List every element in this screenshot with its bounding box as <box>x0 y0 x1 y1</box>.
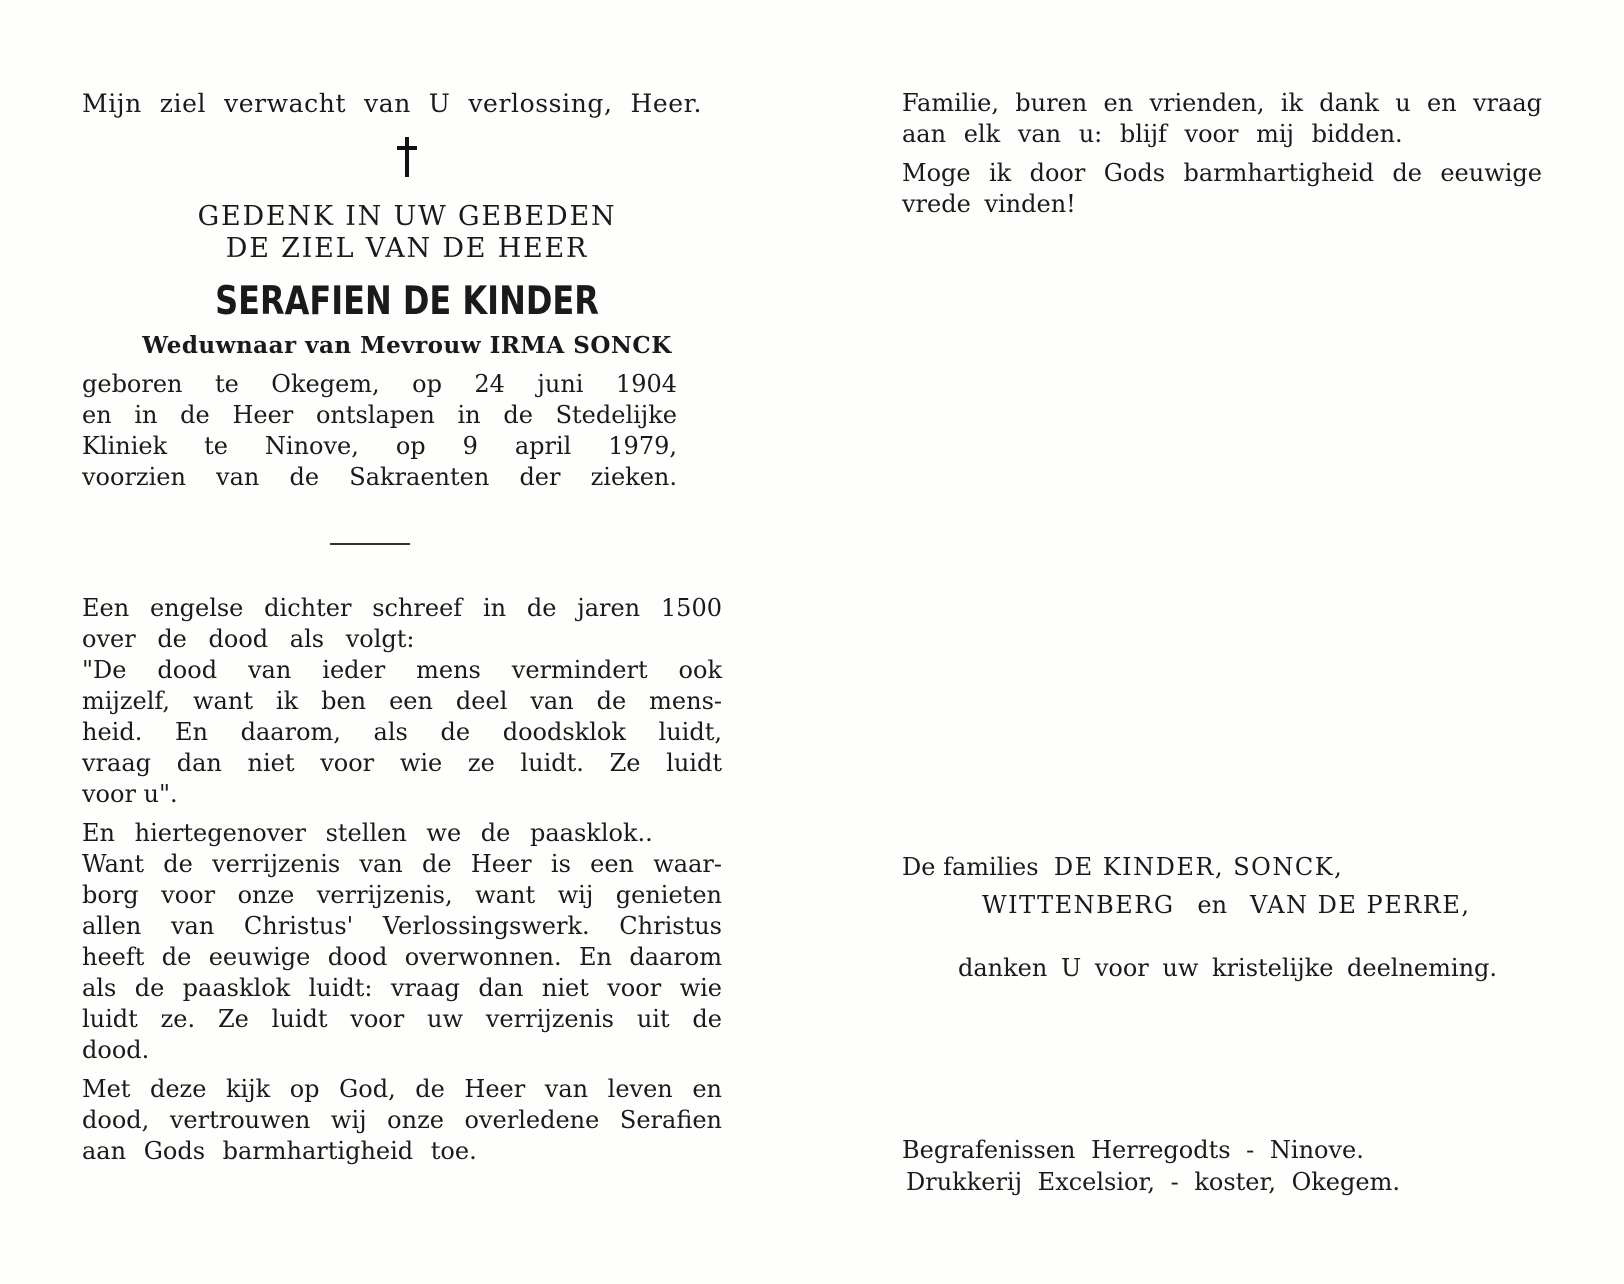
poem-line: heeft de eeuwige dood overwonnen. En daarom <box>82 943 722 971</box>
families-line-2 <box>902 886 1542 924</box>
poem-line: borg voor onze verrijzenis, want wij genieten <box>82 881 722 909</box>
family-request <box>902 88 1542 150</box>
poem-line: aan Gods barmhartigheid toe. <box>82 1137 477 1165</box>
heading-line-1: GEDENK IN UW GEBEDEN <box>197 201 617 232</box>
biography <box>82 369 677 493</box>
printer-credits <box>902 1134 1400 1198</box>
poem-line: vraag dan niet voor wie ze luidt. Ze luidt <box>82 749 722 777</box>
poem-line: Een engelse dichter schreef in de jaren 1500 <box>82 594 722 622</box>
bio-line: Kliniek te Ninove, op 9 april 1979, <box>82 432 677 460</box>
families-line-1 <box>902 848 1542 886</box>
right-panel <box>902 88 1542 228</box>
family-wittenberg: WITTENBERG <box>982 891 1175 919</box>
bio-line: en in de Heer ontslapen in de Stedelijke <box>82 401 677 429</box>
poem-line: over de dood als volgt: <box>82 625 415 653</box>
wish-line: Moge ik door Gods barmhartigheid de eeuwige <box>902 159 1542 187</box>
poem-line: En hiertegenover stellen we de paasklok.. <box>82 819 653 847</box>
families-names-1: DE KINDER, SONCK, <box>1053 853 1344 881</box>
poem-line: Met deze kijk op God, de Heer van leven en <box>82 1075 722 1103</box>
poem-line: mijzelf, want ik ben een deel van de mens- <box>82 687 722 715</box>
bio-line: voorzien van de Sakraenten der zieken. <box>82 463 677 491</box>
spouse-name: IRMA SONCK <box>489 332 672 359</box>
poem-line: als de paasklok luidt: vraag dan niet voor wie <box>82 974 722 1002</box>
divider <box>330 543 410 545</box>
funeral-director: Begrafenissen Herregodts - Ninove. <box>902 1136 1364 1164</box>
memorial-heading <box>82 201 732 265</box>
printer: Drukkerij Excelsior, - koster, Okegem. <box>906 1168 1400 1196</box>
peace-wish <box>902 158 1542 220</box>
poem-paragraph <box>82 818 722 1066</box>
deceased-name: SERAFIEN DE KINDER <box>215 279 599 324</box>
opening-verse: Mijn ziel verwacht van U verlossing, Heer. <box>82 89 702 118</box>
poem-line: voor u". <box>82 780 178 808</box>
latin-cross-icon <box>82 137 732 181</box>
heading-line-2: DE ZIEL VAN DE HEER <box>225 233 589 264</box>
poem-line: dood, vertrouwen wij onze overledene Serafien <box>82 1106 722 1134</box>
families-conjunction: en <box>1197 891 1228 919</box>
poem-line: dood. <box>82 1036 150 1064</box>
poem-line: Want de verrijzenis van de Heer is een waar- <box>82 850 722 878</box>
bio-line: geboren te Okegem, op 24 juni 1904 <box>82 370 677 398</box>
families-list <box>902 848 1542 924</box>
left-panel <box>82 88 722 1175</box>
families-prefix: De families <box>902 853 1039 881</box>
wish-line: vrede vinden! <box>902 190 1076 218</box>
request-line: aan elk van u: blijf voor mij bidden. <box>902 120 1403 148</box>
request-line: Familie, buren en vrienden, ik dank u en vraag <box>902 89 1542 117</box>
thanks-line: danken U voor uw kristelijke deelneming. <box>958 954 1498 982</box>
poem-line: "De dood van ieder mens vermindert ook <box>82 656 722 684</box>
poem-line: allen van Christus' Verlossingswerk. Christus <box>82 912 722 940</box>
family-van-de-perre: VAN DE PERRE, <box>1249 891 1471 919</box>
poem-line: heid. En daarom, als de doodsklok luidt, <box>82 718 722 746</box>
poem-paragraph <box>82 593 722 810</box>
spouse-line <box>82 332 732 359</box>
poem-line: luidt ze. Ze luidt voor uw verrijzenis uit de <box>82 1005 722 1033</box>
spouse-prefix: Weduwnaar van Mevrouw <box>142 332 482 359</box>
poem-paragraph <box>82 1074 722 1167</box>
poem-text <box>82 593 722 1167</box>
